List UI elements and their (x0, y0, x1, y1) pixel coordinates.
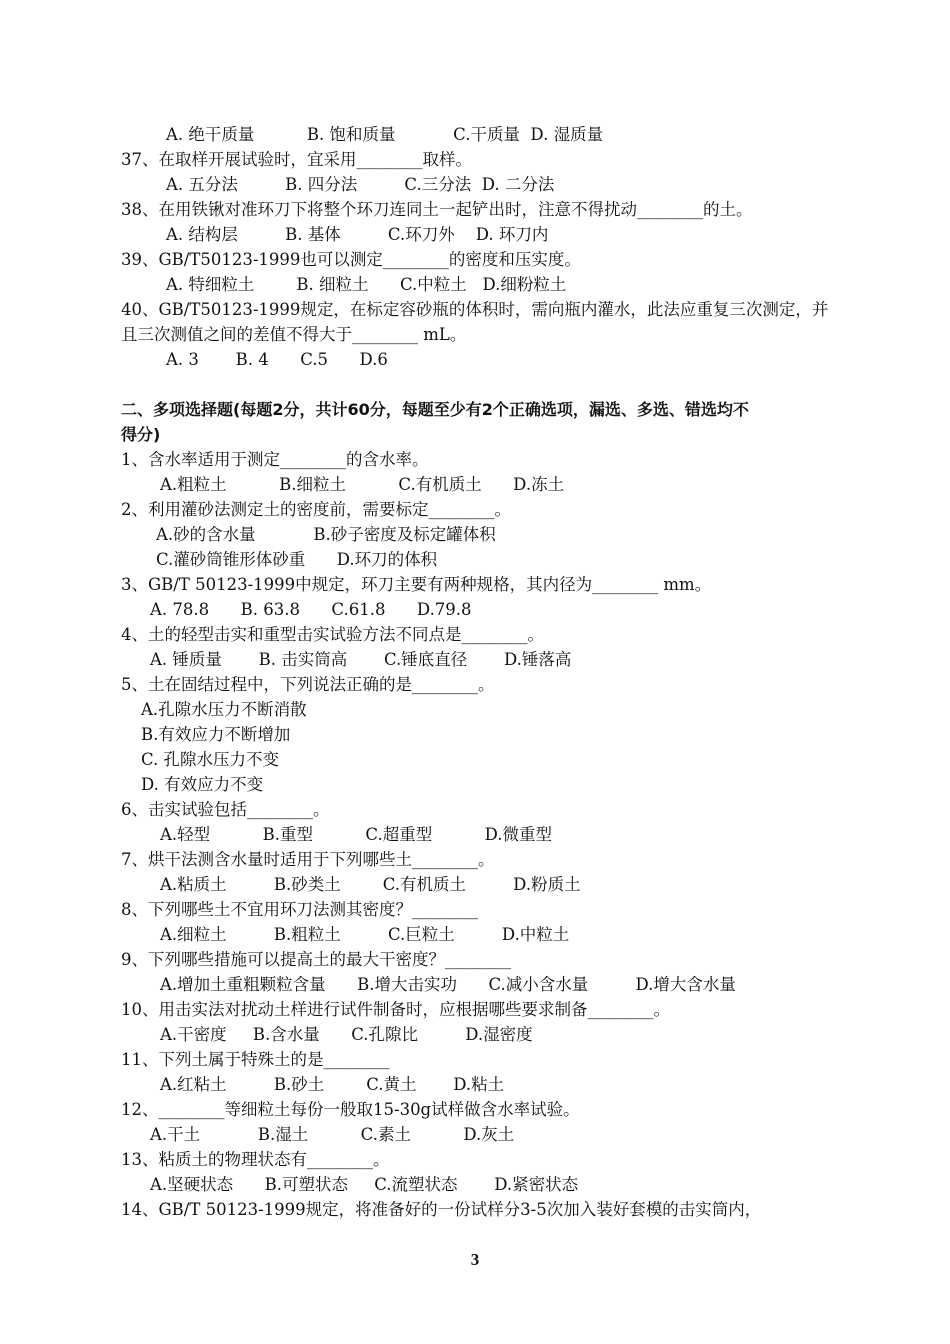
q39-text: 39、GB/T50123-1999也可以测定________的密度和压实度。 (121, 250, 581, 269)
q38-text: 38、在用铁锹对准环刀下将整个环刀连同土一起铲出时，注意不得扰动________的土。 (121, 200, 753, 219)
q38-options: A. 结构层 B. 基体 C.环刀外 D. 环刀内 (166, 225, 549, 244)
m12-text: 12、________等细粒土每份一般取15-30g试样做含水率试验。 (121, 1100, 580, 1119)
section-heading: 二、多项选择题(每题2分，共计60分，每题至少有2个正确选项，漏选、多选、错选均不 (121, 400, 749, 419)
m11-options: A.红粘土 B.砂土 C.黄土 D.粘土 (160, 1075, 505, 1094)
q37-text: 37、在取样开展试验时，宜采用________取样。 (121, 150, 472, 169)
m6-options: A.轻型 B.重型 C.超重型 D.微重型 (160, 825, 553, 844)
m2-options-line2: C.灌砂筒锥形体砂重 D.环刀的体积 (156, 550, 438, 569)
m6-text: 6、击实试验包括________。 (121, 800, 330, 819)
m5-option-b: B.有效应力不断增加 (141, 725, 291, 744)
m3-text: 3、GB/T 50123-1999中规定，环刀主要有两种规格，其内径为________ mm。 (121, 575, 712, 594)
m14-text: 14、GB/T 50123-1999规定，将准备好的一份试样分3-5次加入装好套模的击实筒内， (121, 1200, 762, 1219)
m2-text: 2、利用灌砂法测定土的密度前，需要标定________。 (121, 500, 511, 519)
section-heading-cont: 得分) (121, 425, 161, 444)
m9-text: 9、下列哪些措施可以提高土的最大干密度？________ (121, 950, 511, 969)
m13-text: 13、粘质土的物理状态有________。 (121, 1150, 390, 1169)
q37-options: A. 五分法 B. 四分法 C.三分法 D. 二分法 (166, 175, 555, 194)
m8-text: 8、下列哪些土不宜用环刀法测其密度？________ (121, 900, 478, 919)
m5-option-a: A.孔隙水压力不断消散 (141, 700, 307, 719)
m9-options: A.增加土重粗颗粒含量 B.增大击实功 C.减小含水量 D.增大含水量 (160, 975, 736, 994)
m7-options: A.粘质土 B.砂类土 C.有机质土 D.粉质土 (160, 875, 581, 894)
m10-text: 10、用击实法对扰动土样进行试件制备时，应根据哪些要求制备________。 (121, 1000, 670, 1019)
m11-text: 11、下列土属于特殊土的是________ (121, 1050, 390, 1069)
q40-options: A. 3 B. 4 C.5 D.6 (166, 350, 388, 369)
q40-text-line1: 40、GB/T50123-1999规定，在标定容砂瓶的体积时，需向瓶内灌水，此法应重复三次测定，并 (121, 300, 829, 319)
m12-options: A.干土 B.湿土 C.素土 D.灰土 (150, 1125, 515, 1144)
m7-text: 7、烘干法测含水量时适用于下列哪些土________。 (121, 850, 495, 869)
m10-options: A.干密度 B.含水量 C.孔隙比 D.湿密度 (160, 1025, 533, 1044)
q40-text-line2: 且三次测值之间的差值不得大于________ mL。 (121, 325, 467, 344)
m2-options-line1: A.砂的含水量 B.砂子密度及标定罐体积 (156, 525, 496, 544)
m5-option-c: C. 孔隙水压力不变 (141, 750, 280, 769)
m3-options: A. 78.8 B. 63.8 C.61.8 D.79.8 (150, 600, 472, 619)
m1-options: A.粗粒土 B.细粒土 C.有机质土 D.冻土 (160, 475, 565, 494)
m5-text: 5、土在固结过程中，下列说法正确的是________。 (121, 675, 495, 694)
m1-text: 1、含水率适用于测定________的含水率。 (121, 450, 429, 469)
q36-options: A. 绝干质量 B. 饱和质量 C.干质量 D. 湿质量 (166, 125, 604, 144)
m4-text: 4、土的轻型击实和重型击实试验方法不同点是________。 (121, 625, 544, 644)
m4-options: A. 锤质量 B. 击实筒高 C.锤底直径 D.锤落高 (150, 650, 572, 669)
q39-options: A. 特细粒土 B. 细粒土 C.中粒土 D.细粉粒土 (166, 275, 567, 294)
m8-options: A.细粒土 B.粗粒土 C.巨粒土 D.中粒土 (160, 925, 570, 944)
page-number: 3 (470, 1250, 480, 1269)
m5-option-d: D. 有效应力不变 (141, 775, 264, 794)
m13-options: A.坚硬状态 B.可塑状态 C.流塑状态 D.紧密状态 (150, 1175, 579, 1194)
